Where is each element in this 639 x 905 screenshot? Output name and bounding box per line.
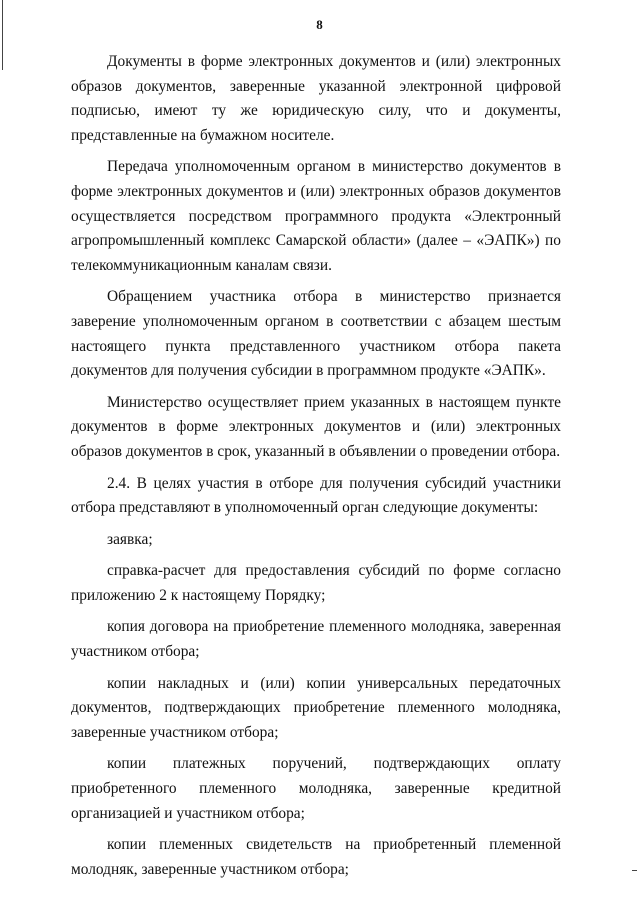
list-item-breeding-certificates: копии племенных свидетельств на приобретенный племенной молодняк, заверенные участником отбора; xyxy=(71,836,561,878)
paragraph-electronic-documents: Документы в форме электронных документов и (или) электронных образов документов, заверенные указанной электронной цифровой подписью, имеют ту же юридическую силу, что и документы, представленные на бумажном носителе. xyxy=(71,53,561,144)
paragraph-document-transfer: Передача уполномоченным органом в министерство документов в форме электронных документов и (или) электронных образов документов осуществляется посредством программного продукта «Электронный агропромышленный комплекс Самарской области» (далее – «ЭАПК») по телекоммуникационным каналам связи. xyxy=(71,158,561,274)
scan-mark-right xyxy=(632,870,637,871)
paragraph-applicant-appeal: Обращением участника отбора в министерство признается заверение уполномоченным органом в соответствии с абзацем шестым настоящего пункта представленного участником отбора пакета документов для получения субсидии в программном продукте «ЭАПК». xyxy=(71,288,561,380)
list-item-payment-orders: копии платежных поручений, подтверждающих оплату приобретенного племенного молодняка, заверенные кредитной организацией и участником отбора; xyxy=(71,755,561,822)
document-body xyxy=(71,50,561,889)
list-item-purchase-contract: копия договора на приобретение племенного молодняка, заверенная участником отбора; xyxy=(71,618,561,661)
list-item-calculation-certificate: справка-расчет для предоставления субсидий по форме согласно приложению 2 к настоящему Порядку; xyxy=(71,562,561,604)
list-item-application: заявка; xyxy=(107,530,153,548)
paragraph-section-2-4: 2.4. В целях участия в отборе для получения субсидий участники отбора представляют в уполномоченный орган следующие документы: xyxy=(71,474,561,517)
list-item-invoices: копии накладных и (или) копии универсальных передаточных документов, подтверждающих приобретение племенного молодняка, заверенные участником отбора; xyxy=(71,674,561,741)
paragraph-ministry-acceptance: Министерство осуществляет прием указанных в настоящем пункте документов в форме электронных документов и (или) электронных образов документов в срок, указанный в объявлении о проведении отбора. xyxy=(71,393,561,460)
scan-mark-left xyxy=(2,0,3,70)
page-number: 8 xyxy=(316,17,323,32)
